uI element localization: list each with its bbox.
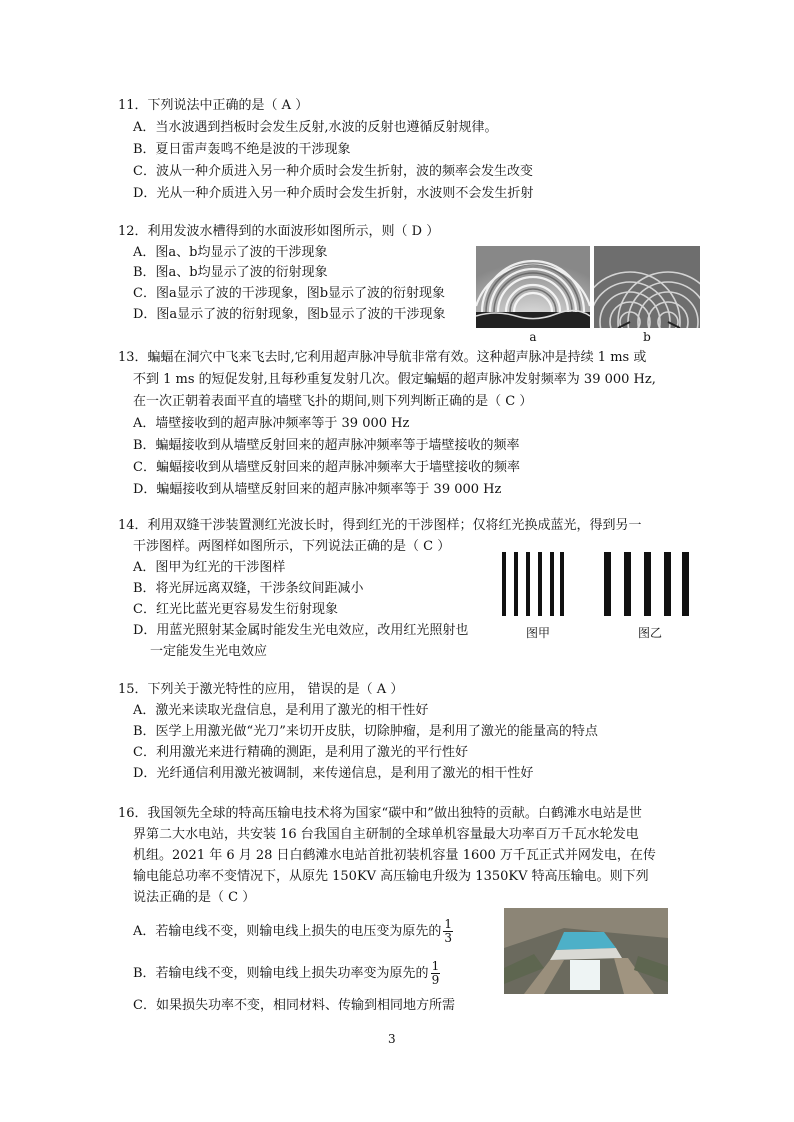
q14-stem-line-1: 14．利用双缝干涉装置测红光波长时，得到红光的干涉图样；仅将红光换成蓝光，得到另一 xyxy=(118,518,642,533)
q14-option-c: C．红光比蓝光更容易发生衍射现象 xyxy=(133,602,338,617)
fraction-one-third: $\frac{1}{3}$ xyxy=(444,917,453,945)
q13-stem-line-1: 13．蝙蝠在洞穴中飞来飞去时,它利用超声脉冲导航非常有效。这种超声脉冲是持续 1 ms 或 xyxy=(118,350,647,365)
q15-option-a: A．激光来读取光盘信息，是利用了激光的相干性好 xyxy=(133,703,429,718)
q16-option-b-text: B．若输电线不变，则输电线上损失功率变为原先的 xyxy=(133,966,429,981)
fig-label-a: a xyxy=(529,330,537,344)
q13-option-a: A．墙壁接收到的超声脉冲频率等于 39 000 Hz xyxy=(133,416,410,431)
wave-interference-image-b xyxy=(594,246,700,328)
q13-option-b: B．蝙蝠接收到从墙壁反射回来的超声脉冲频率等于墙壁接收的频率 xyxy=(133,438,520,453)
q14-option-d: D．用蓝光照射某金属时能发生光电效应，改用红光照射也 xyxy=(133,623,469,638)
q13-option-c: C．蝙蝠接收到从墙壁反射回来的超声脉冲频率大于墙壁接收的频率 xyxy=(133,460,520,475)
fig-label-yi: 图乙 xyxy=(637,626,662,640)
q16-stem-line-3: 机组。2021 年 6 月 28 日白鹤滩水电站首批初装机容量 1600 万千瓦正式并网发电，在传 xyxy=(133,848,656,863)
q12-stem: 12．利用发波水槽得到的水面波形如图所示，则（ D ） xyxy=(118,224,440,239)
q15-option-d: D．光纤通信利用激光被调制，来传递信息，是利用了激光的相干性好 xyxy=(133,766,534,781)
q16-stem-line-2: 界第二大水电站，共安装 16 台我国自主研制的全球单机容量最大功率百万千瓦水轮发电 xyxy=(133,827,639,842)
q14-option-d-continued: 一定能发生光电效应 xyxy=(150,644,268,659)
wave-diffraction-image-a xyxy=(476,246,590,328)
q14-option-b: B．将光屏远离双缝，干涉条纹间距减小 xyxy=(133,581,364,596)
q16-stem-line-5: 说法正确的是（ C ） xyxy=(133,890,256,905)
q14-stem-line-2: 干涉图样。两图样如图所示，下列说法正确的是（ C ） xyxy=(133,539,451,554)
q12-option-b: B．图a、b均显示了波的衍射现象 xyxy=(133,265,328,280)
hydropower-dam-photo xyxy=(504,908,668,994)
q13-stem-line-3: 在一次正朝着表面平直的墙壁飞扑的期间,则下列判断正确的是（ C ） xyxy=(133,394,533,409)
page-number: 3 xyxy=(388,1032,396,1046)
q16-option-a-text: A．若输电线不变，则输电线上损失的电压变为原先的 xyxy=(133,924,442,939)
q13-stem-line-2: 不到 1 ms 的短促发射,且每秒重复发射几次。假定蝙蝠的超声脉冲发射频率为 39 000 Hz, xyxy=(133,372,656,387)
fraction-one-ninth: $\frac{1}{9}$ xyxy=(431,959,440,987)
q15-option-c: C．利用激光来进行精确的测距，是利用了激光的平行性好 xyxy=(133,745,468,760)
q15-stem: 15．下列关于激光特性的应用， 错误的是（ A ） xyxy=(118,682,404,697)
q12-option-d: D．图a显示了波的衍射现象，图b显示了波的干涉现象 xyxy=(133,307,446,322)
q16-stem-line-1: 16．我国领先全球的特高压输电技术将为国家“碳中和”做出独特的贡献。白鹤滩水电站是世 xyxy=(118,806,642,821)
q16-option-c: C．如果损失功率不变，相同材料、传输到相同地方所需 xyxy=(133,998,455,1013)
q12-option-a: A．图a、b均显示了波的干涉现象 xyxy=(133,245,328,260)
interference-pattern-jia xyxy=(500,552,564,616)
q11-option-c: C．波从一种介质进入另一种介质时会发生折射，波的频率会发生改变 xyxy=(133,164,533,179)
q13-option-d: D．蝙蝠接收到从墙壁反射回来的超声脉冲频率等于 39 000 Hz xyxy=(133,482,502,497)
q15-option-b: B．医学上用激光做“光刀”来切开皮肤，切除肿瘤，是利用了激光的能量高的特点 xyxy=(133,724,598,739)
interference-pattern-yi xyxy=(602,552,690,616)
q11-stem: 11．下列说法中正确的是（ A ） xyxy=(118,98,309,113)
q11-option-a: A．当水波遇到挡板时会发生反射,水波的反射也遵循反射规律。 xyxy=(133,120,498,135)
q16-option-b xyxy=(133,960,440,987)
q16-option-a xyxy=(133,918,453,945)
fig-label-b: b xyxy=(643,330,651,344)
q12-option-c: C．图a显示了波的干涉现象，图b显示了波的衍射现象 xyxy=(133,286,446,301)
q11-option-b: B．夏日雷声轰鸣不绝是波的干涉现象 xyxy=(133,142,351,157)
fig-label-jia: 图甲 xyxy=(525,626,550,640)
q11-option-d: D．光从一种介质进入另一种介质时会发生折射，水波则不会发生折射 xyxy=(133,186,534,201)
q16-stem-line-4: 输电能总功率不变情况下，从原先 150KV 高压输电升级为 1350KV 特高压输电。则下列 xyxy=(133,869,649,884)
q14-option-a: A．图甲为红光的干涉图样 xyxy=(133,560,286,575)
